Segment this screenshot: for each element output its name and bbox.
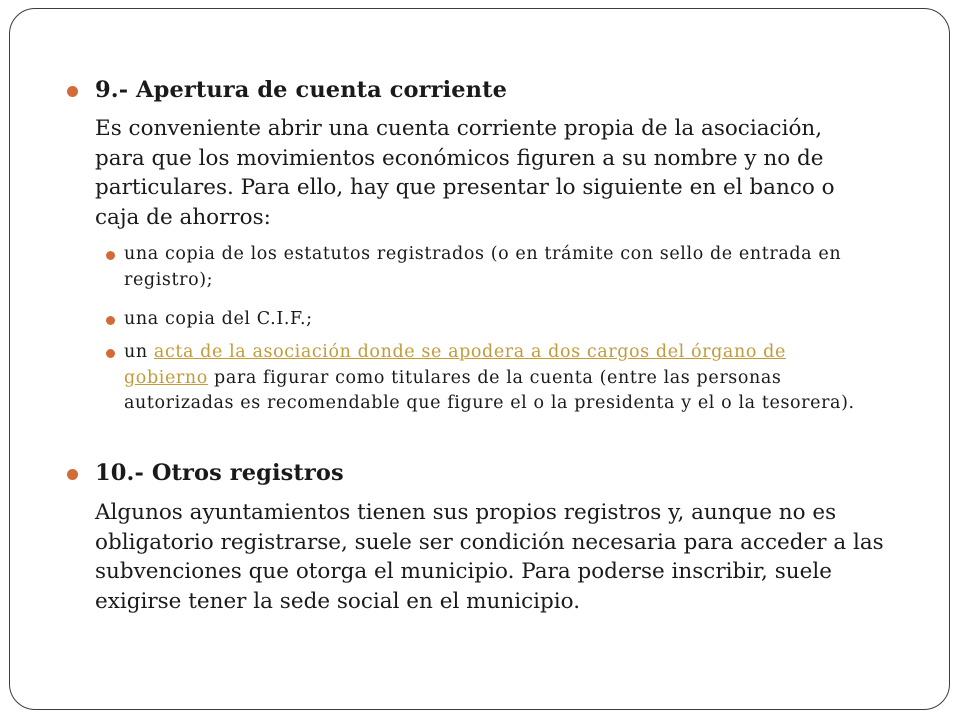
bullet-icon xyxy=(106,349,115,358)
list-item: una copia del C.I.F.; xyxy=(124,309,313,329)
bullet-icon xyxy=(106,251,115,260)
section-10-paragraph: Algunos ayuntamientos tienen sus propios registros y, aunque no es obligatorio registrarse, suele ser condición necesaria para acceder a las subvenciones que otorga el municipio. Para poderse inscribir, suele exigirse tener la sede social en el municipio. xyxy=(95,500,884,614)
section-10-heading: 10.- Otros registros xyxy=(95,460,344,486)
acta-link[interactable]: acta de la asociación donde se apodera a dos cargos del órgano de gobierno xyxy=(124,342,786,388)
section-9-paragraph: Es conveniente abrir una cuenta corriente propia de la asociación, para que los movimientos económicos figuren a su nombre y no de particulares. Para ello, hay que presentar lo siguiente en el banco o caja de ahorros: xyxy=(95,116,835,230)
list-item-suffix: para figurar como titulares de la cuenta (entre las personas autorizadas es recomendable que figure el o la presidenta y el o la tesorera). xyxy=(124,367,855,413)
bullet-icon xyxy=(106,316,115,325)
bullet-icon xyxy=(67,86,78,97)
section-9-heading: 9.- Apertura de cuenta corriente xyxy=(95,77,508,103)
bullet-icon xyxy=(67,469,78,480)
list-item-prefix: un xyxy=(124,342,154,362)
list-item xyxy=(124,340,869,417)
list-item: una copia de los estatutos registrados (o en trámite con sello de entrada en registro); xyxy=(124,244,842,290)
